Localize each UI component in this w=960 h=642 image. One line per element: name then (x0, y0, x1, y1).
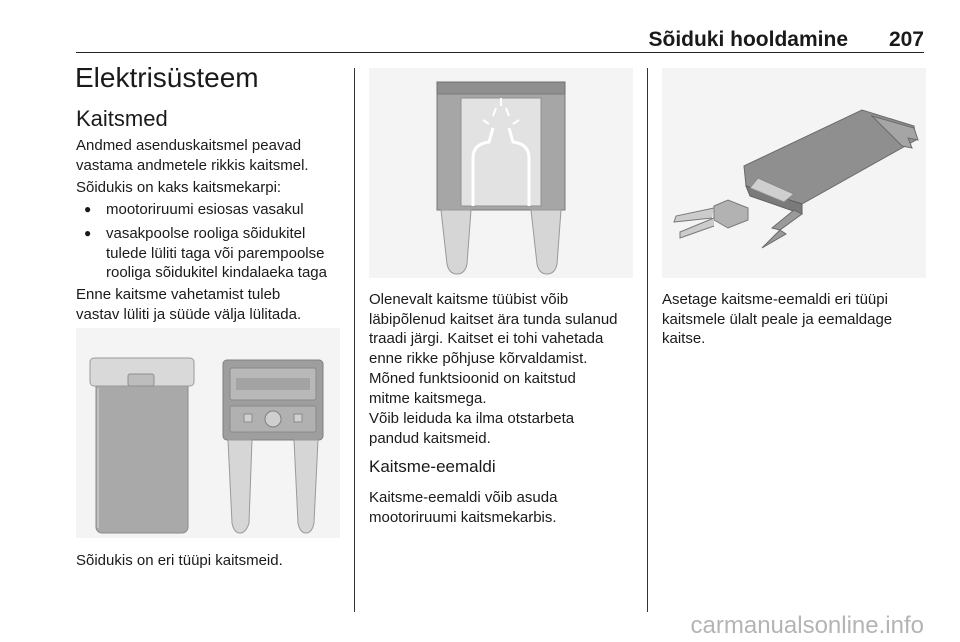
fuse-prong-icon (441, 210, 471, 274)
text-line: Enne kaitsme vahetamist tuleb (76, 286, 281, 303)
text-line: Mõned funktsioonid on kaitstud (369, 370, 576, 387)
bullet-icon: ● (84, 202, 92, 216)
text-line: vastav lüliti ja süüde välja lülitada. (76, 305, 302, 323)
text-line: tulede lüliti taga või parempoolse (106, 244, 325, 262)
figure-fuse-types (76, 328, 340, 538)
text-line: mootoriruumi esiosas vasakul (106, 201, 304, 218)
text-line: rooliga sõidukitel kindalaeka taga (106, 264, 327, 281)
text-line: Asetage kaitsme-eemaldi eri tüüpi (662, 291, 888, 308)
column-divider-1 (354, 68, 355, 612)
paragraph-multiple-fuses (369, 369, 576, 408)
fuse-extractor-illustration (662, 68, 926, 278)
page-number: 207 (888, 28, 924, 51)
header-rule (76, 52, 924, 53)
text-line: vasakpoolse rooliga sõidukitel (106, 225, 306, 242)
figure-caption (76, 551, 283, 571)
paragraph-spare-fuses (369, 409, 574, 448)
column-divider-2 (647, 68, 648, 612)
text-line: Kaitsme-eemaldi võib asuda (369, 489, 558, 506)
fuse-prong-icon (531, 210, 561, 274)
text-line: Sõidukis on kaks kaitsmekarpi: (76, 179, 282, 196)
text-line: Võib leiduda ka ilma otstarbeta (369, 410, 575, 427)
pull-arrow-icon (762, 210, 802, 248)
paragraph-switch-off (76, 285, 301, 324)
text-line: Sõidukis on eri tüüpi kaitsmeid. (76, 552, 283, 569)
paragraph-fuse-boxes (76, 178, 281, 198)
fuse-types-illustration (76, 328, 340, 538)
running-header-title: Sõiduki hooldamine (648, 28, 848, 51)
bullet-item (84, 200, 344, 220)
text-line: pandud kaitsmeid. (369, 429, 491, 447)
text-line: vastama andmetele rikkis kaitsmel. (76, 156, 309, 174)
figure-blown-fuse (369, 68, 633, 278)
paragraph-identify-blown (369, 290, 618, 368)
text-line: traadi järgi. Kaitset ei tohi vahetada (369, 330, 604, 347)
fuse-top-icon (437, 82, 565, 94)
subsection-fuse-extractor: Kaitsme-eemaldi (369, 457, 496, 476)
text-line: mitme kaitsmega. (369, 389, 487, 407)
blade-prong-icon (294, 440, 318, 533)
text-line: kaitse. (662, 330, 706, 347)
figure-fuse-extractor (662, 68, 926, 278)
text-line: enne rikke põhjuse kõrvaldamist. (369, 349, 588, 367)
paragraph-extractor-location (369, 488, 557, 527)
watermark: carmanualsonline.info (690, 612, 924, 639)
blown-fuse-illustration (369, 68, 633, 278)
paragraph-use-extractor (662, 290, 892, 349)
text-line: kaitsmele ülalt peale ja eemaldage (662, 310, 893, 328)
removed-fuse-icon (714, 200, 748, 228)
subsection-title: Kaitsmed (76, 106, 168, 131)
text-line: Olenevalt kaitsme tüübist võib (369, 291, 569, 308)
fuse-body-icon (96, 368, 188, 533)
blade-prong-icon (228, 440, 252, 533)
bullet-item (84, 224, 344, 283)
section-title: Elektrisüsteem (75, 62, 259, 93)
paragraph-replacement-fuse (76, 136, 309, 175)
text-line: mootoriruumi kaitsmekarbis. (369, 508, 557, 526)
text-line: läbipõlenud kaitset ära tunda sulanud (369, 310, 618, 328)
text-line: Andmed asenduskaitsmel peavad (76, 137, 302, 154)
bullet-icon: ● (84, 226, 92, 240)
